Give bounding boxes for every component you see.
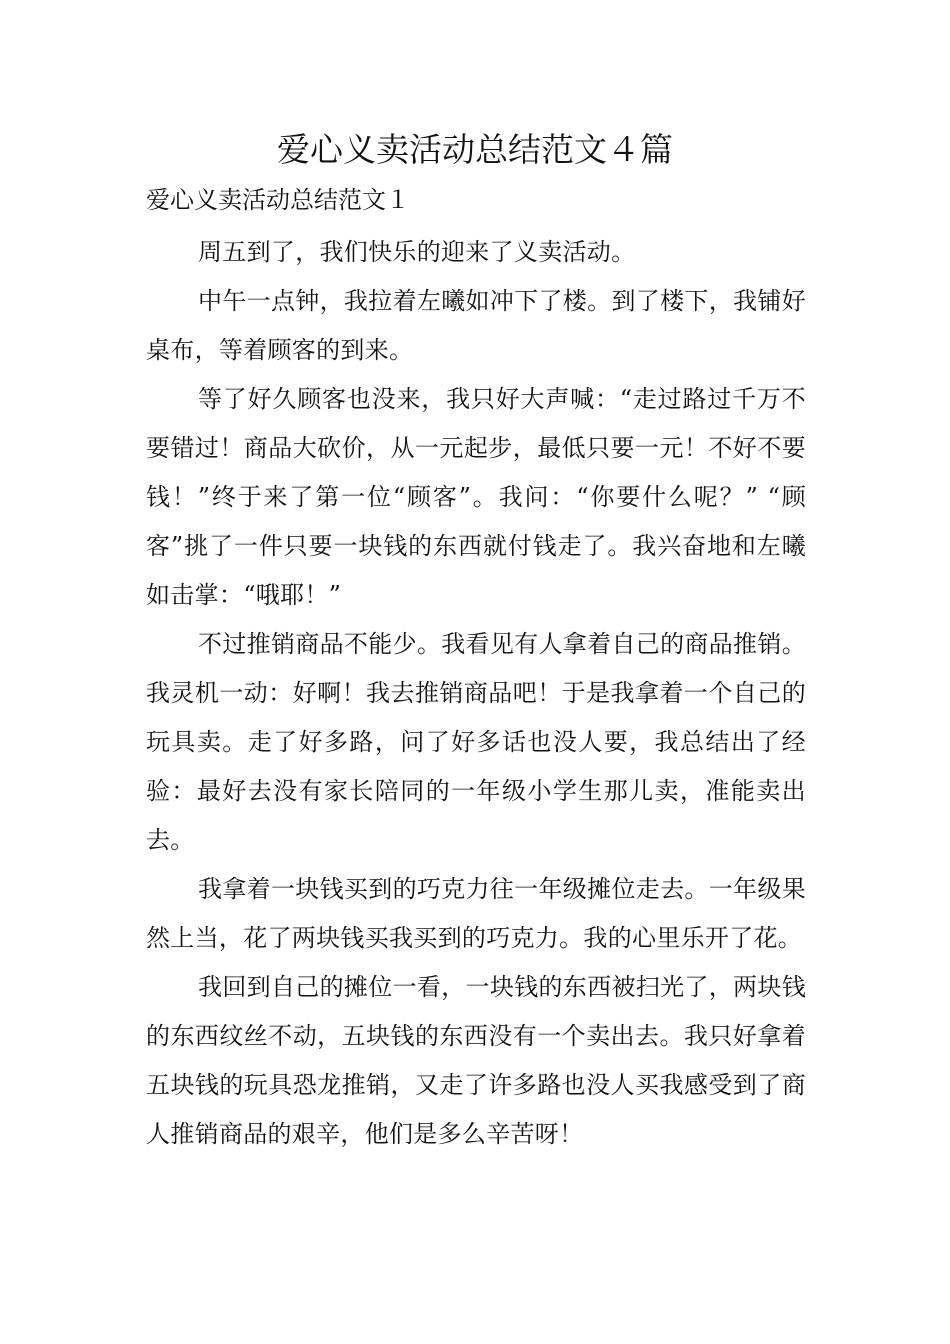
paragraph-5: 我拿着一块钱买到的巧克力往一年级摊位走去。一年级果然上当，花了两块钱买我买到的巧克力。我的心里乐开了花。 — [146, 875, 806, 952]
document-title: 爱心义卖活动总结范文４篇 — [277, 130, 673, 169]
paragraph-6: 我回到自己的摊位一看，一块钱的东西被扫光了，两块钱的东西纹丝不动，五块钱的东西没有一个卖出去。我只好拿着五块钱的玩具恐龙推销，又走了许多路也没人买我感受到了商人推销商品的艰辛，他们是多么辛苦呀！ — [146, 973, 806, 1148]
paragraph-3: 等了好久顾客也没来，我只好大声喊：“走过路过千万不要错过！商品大砍价，从一元起步，最低只要一元！不好不要钱！”终于来了第一位“顾客”。我问：“你要什么呢？” “顾客”挑了一件只要一块钱的东西就付钱走了。我兴奋地和左曦如击掌：“哦耶！” — [146, 385, 806, 609]
paragraph-1: 周五到了，我们快乐的迎来了义卖活动。 — [198, 238, 636, 266]
paragraph-2: 中午一点钟，我拉着左曦如冲下了楼。到了楼下，我铺好桌布，等着顾客的到来。 — [146, 287, 806, 364]
paragraph-4: 不过推销商品不能少。我看见有人拿着自己的商品推销。我灵机一动：好啊！我去推销商品吧！于是我拿着一个自己的玩具卖。走了好多路，问了好多话也没人要，我总结出了经验：最好去没有家长陪同的一年级小学生那儿卖，准能卖出去。 — [146, 630, 806, 854]
body-text — [146, 228, 806, 1159]
section-heading: 爱心义卖活动总结范文１ — [146, 186, 410, 214]
